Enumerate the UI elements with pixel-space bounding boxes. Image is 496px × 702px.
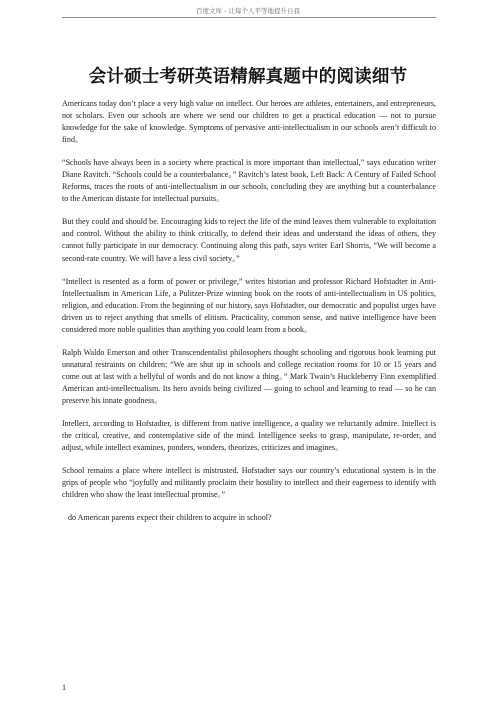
header-text: 百度文库 - 让每个人平等地提升自我 — [196, 7, 300, 15]
document-body — [62, 98, 436, 535]
paragraph: Ralph Waldo Emerson and other Transcendentalist philosophers thought schooling and rigorous book learning put unnatural restraints on children: “We are shut up in schools and college recitation rooms for 10 or 15 years and come out at last with a bellyful of words and do not know a thing。” Mark Twain’s Huckleberry Finn exemplified American anti-intellectualism. Its hero avoids being civilized — going to school and learning to read — so he can preserve his innate goodness。 — [62, 347, 436, 405]
paragraph: But they could and should be. Encouraging kids to reject the life of the mind leaves them vulnerable to exploitation and control. Without the ability to think critically, to defend their ideas and understand the ideas of others, they cannot fully participate in our democracy. Continuing along this path, says writer Earl Shorris, “We will become a second-rate country. We will have a less civil society。” — [62, 217, 436, 263]
header-divider — [62, 17, 436, 18]
question-text: do American parents expect their children to acquire in school? — [68, 513, 272, 523]
paragraph: Americans today don’t place a very high value on intellect. Our heroes are athletes, entertainers, and entrepreneurs, not scholars. Even our schools are where we send our children to get a practical education — not to pursue knowledge for the sake of knowledge. Symptoms of pervasive anti-intellectualism in our schools aren’t difficult to find。 — [62, 99, 436, 145]
document-title: 会计硕士考研英语精解真题中的阅读细节 — [88, 67, 408, 87]
paragraph: “Schools have always been in a society where practical is more important than intellectual,” says education writer Diane Ravitch. “Schools could be a counterbalance。” Ravitch’s latest book, Left Back: A Century of Failed School Reforms, traces the roots of anti-intellectualism in our schools, concluding they are anything but a counterbalance to the American distaste for intellectual pursuits。 — [62, 158, 436, 204]
paragraph: Intellect, according to Hofstadter, is different from native intelligence, a quality we reluctantly admire. Intellect is the critical, creative, and contemplative side of the mind. Intelligence seeks to grasp, manipulate, re-order, and adjust, while intellect examines, ponders, wonders, theorizes, criticizes and imagines。 — [62, 419, 436, 453]
paragraph: School remains a place where intellect is mistrusted. Hofstadter says our country’s educational system is in the grips of people who “joyfully and militantly proclaim their hostility to intellect and their eagerness to identify with children who show the least intellectual promise。” — [62, 466, 436, 500]
page-number: 1 — [62, 683, 66, 692]
paragraph: “Intellect is resented as a form of power or privilege,” writes historian and professor Richard Hofstadter in Anti-Intellectualism in American Life, a Pulitzer-Prize winning book on the roots of anti-intellectualism in US politics, religion, and education. From the beginning of our history, says Hofstadter, our democratic and populist urges have driven us to reject anything that smells of elitism. Practicality, common sense, and native intelligence have been considered more noble qualities than anything you could learn from a book。 — [62, 276, 436, 334]
